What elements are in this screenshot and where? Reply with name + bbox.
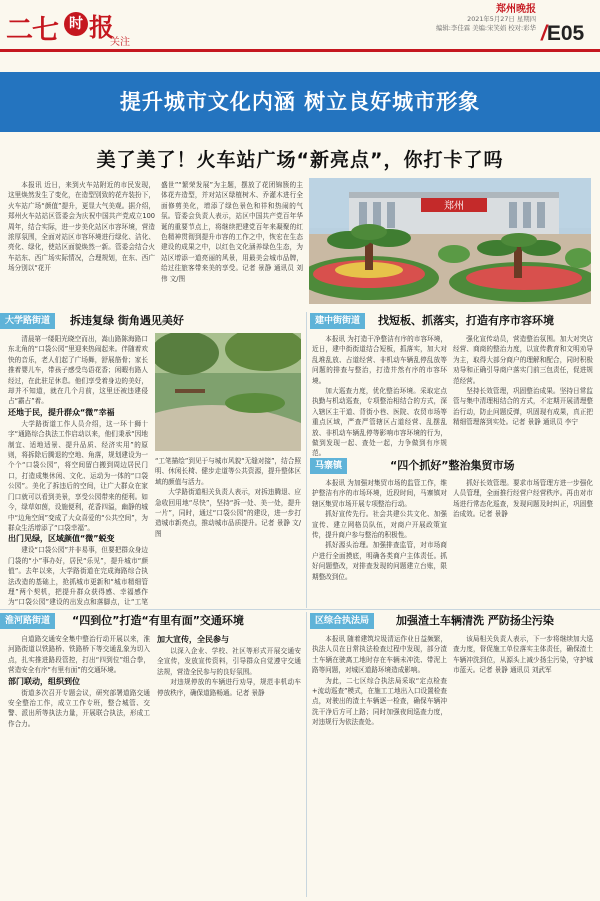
lead-paragraph-1: 本报讯 近日，来到火车站附近的市民发现，这里焕然发生了变化，在造型别致的花卉装扮下，火车站广场“颜值”提升，更显大气美观。据介绍，郑州火车站站区管委会为庆祝中国共产党成立100周年，结合实际，进一步美化站区市容环境，营造浓厚氛围，全面对站区市容环境进行绿化、洁化、亮化、绿化，使站区面貌焕然一新。管委会结合火车站东、西广场实际情况，合理规划，在东、西广场分别以“花开 bbox=[8, 181, 155, 273]
paper-name-part2: 报 bbox=[89, 13, 115, 42]
hhl-intro: 自道路交通安全集中整治行动开展以来，淮河路街道以铁路桥、铁路桥下等交通乱象为切入点，扎实推进路段管控，打出“四到位”组合拳，营造安全有序“有里有面”的交通环境。 bbox=[8, 635, 150, 675]
column-divider-2 bbox=[306, 612, 307, 897]
column-divider bbox=[306, 312, 307, 608]
section-jz-title: 找短板、抓落实，打造有序市容环境 bbox=[378, 314, 554, 327]
lead-text-col1 bbox=[8, 180, 155, 302]
dxl-paragraph-3: 大学路街道相关负责人表示，对拆违腾退、应急收回用地“尽快”，坚持“拆一处、美一处，提升一片”，同时，通过“口袋公园”的建设，进一步打造城市新亮点，推动城市品质提升。记者 景静 文/图 bbox=[155, 488, 301, 538]
lead-paragraph-2: 盛世”“繁荣发展”为主题，摆放了花团锦簇的主体花卉造型，并对站区绿植树木、乔灌木进行全面修剪美化，增添了绿色景色和祥和热闹的气氛。管委会负责人表示，站区中国共产党百年华诞的重要节点上，将继续把建党百年来凝聚的红色精神贯彻到提升市容的工作之中，恢宏在生态建设的成果之中，以红色文化涵养绿色生态，为站区增添一道亮丽的风景，用最美会城市品牌，给过往旅客带来美的享受。记者 景静 通讯员 刘伟 文/图 bbox=[161, 181, 303, 283]
dxl-intro: 清晨第一缕阳光晓空而出，嵩山路陈海路口东北角的“口袋公园”里迎来热闹起来。伴随着欢快的音乐，老人们起了广场舞，舒展筋骨；家长推着婴儿车，带孩子感受鸟语花香；闲暇有路人经过，在此驻足休息。他们享受着身边的美好，却并不知道，就在几个月前，这里还被违建侵占“霸占”着。 bbox=[8, 335, 148, 406]
section-mz-header bbox=[310, 458, 600, 474]
page-number bbox=[541, 22, 584, 46]
section-zhzf-col1 bbox=[312, 634, 447, 894]
jz-paragraph-1: 本报讯 为打造干净整洁有序的市容环境，近日，建中街街道结合短板，抓落实，加大对乱堆乱放、占道经营、非机动车辆乱停乱放等问题的排查与整治，打造井然有序的市容环境。 bbox=[312, 335, 447, 385]
section-dxl-col2 bbox=[155, 456, 301, 606]
dxl-paragraph-1: 大学路街道工作人员介绍，这一环十狮十字“通路综合执法工作启动以来，他们秉承“因地制宜、适地适景、提升品质、经济实用”的原则，将拆除后腾退的空地、角落，规划建设为一个个“口袋公园”，将空间留白搬到周边居民门口，打造成集休闲、文化、运动为一体的“口袋公园”。美化了拆违后的空间，让广大群众在家门口就可以看到美景，享受公园带来的便利。如今，绿草如茵，设施便利，花香四溢，幽静的城中“边角空间”变成了大众喜爱的“公共空间”，为群众生活增添了“口袋幸福”。 bbox=[8, 419, 148, 532]
page-letter: E bbox=[546, 22, 561, 45]
section-zhzf-col2 bbox=[453, 634, 593, 894]
dxl-paragraph-2b: “工笔描绘”到见于与城市风貌“无缝对接”，结合照明、休闲长椅、健步走道等公共资源，提升整体区域的颜值与活力。 bbox=[155, 457, 301, 486]
small-logo: 郑州晚报 bbox=[496, 4, 536, 15]
header-info bbox=[386, 5, 536, 33]
pocket-park-graphic bbox=[155, 333, 301, 451]
section-zhzf-tag: 区综合执法局 bbox=[310, 613, 374, 629]
lead-headline: 美了美了！火车站广场“新亮点”，你打卡了吗 bbox=[96, 149, 504, 171]
page-header bbox=[0, 0, 600, 60]
section-jz-header bbox=[310, 313, 600, 329]
page-num: 05 bbox=[560, 22, 585, 45]
mz-paragraph-2: 抓好宣传先行。社会共建公共文化、加强宣传、建立网格员队伍，对商户开展政策宣传，提升商户参与整治的积极性。 bbox=[312, 510, 447, 540]
section-hhl-tag: 淮河路街道 bbox=[0, 613, 55, 629]
section-hhl-title: “四到位”打造“有里有面”交通环境 bbox=[72, 614, 244, 627]
section-dxl-header bbox=[0, 313, 305, 329]
hhl-subhead-2: 加大宣传，全民参与 bbox=[157, 635, 229, 644]
section-dxl-title: 拆违复绿 街角遇见美好 bbox=[70, 314, 184, 327]
zhzf-paragraph-2: 为此，二七区综合执法局采取“定点检查+流动巡查”模式，在施工工地出入口设置检查点，对驶出的渣土车辆逐一检查，确保车辆冲洗干净后方可上路；同时加强夜间巡查力度，对违规行为依法查处。 bbox=[312, 676, 447, 727]
hhl-paragraph-2: 以深入企业、学校、社区等形式开展交通安全宣传，发放宣传资料，引导群众自觉遵守交通法规，营造全民参与的良好氛围。 bbox=[157, 647, 301, 676]
pocket-park-photo bbox=[155, 333, 301, 451]
dxl-subhead-2: 出门见绿，区域颜值“微”蜕变 bbox=[8, 534, 115, 544]
date-line: 2021年5月27日 星期四 bbox=[467, 15, 536, 23]
header-rule bbox=[0, 49, 600, 52]
section-zhzf-title: 加强渣土车辆清洗 严防扬尘污染 bbox=[396, 614, 554, 627]
jz-paragraph-4: 坚持长效管理，巩固整治成果。坚持日常监管与集中清理相结合的方式，不定期开展清理整治行动，防止问题反弹，巩固现有成果，真正把精细管理落到实处。记者 景静 通讯员 李宁 bbox=[453, 387, 593, 427]
station-plaza-photo bbox=[309, 178, 591, 304]
paper-name-part1: 二七 bbox=[6, 15, 58, 46]
mz-paragraph-1: 本报讯 为加强对集贸市场的监管工作，维护整洁有序的市场环境，近段时间，马寨镇对辖区集贸市场开展专项整治行动。 bbox=[312, 479, 447, 508]
section-dxl-col1 bbox=[8, 334, 148, 606]
hhl-subhead-1: 部门联动，组织到位 bbox=[8, 676, 80, 686]
photo-graphic bbox=[309, 178, 591, 304]
mz-paragraph-4: 抓好长效管理。要求市场管理方进一步强化人员管理，全面推行经营户经营秩序。再由对市场进行常态化巡查，发现问题及时纠正，巩固整治成效。记者 景静 bbox=[453, 479, 593, 519]
section-zhzf-header bbox=[310, 613, 600, 629]
section-hhl-col2 bbox=[157, 634, 301, 894]
zhzf-paragraph-3: 该局相关负责人表示，下一步将继续加大巡查力度，督促施工单位落实主体责任，确保渣土车辆冲洗到位，从源头上减少扬尘污染，守护城市蓝天。记者 景静 通讯员 刘武军 bbox=[453, 635, 593, 675]
column-label: 关注 bbox=[110, 37, 130, 48]
dxl-subhead-1: 还地于民，提升群众“微”幸福 bbox=[8, 407, 115, 417]
section-mz-col2 bbox=[453, 478, 593, 606]
editors-line: 编辑:李佳霖 美编:宋笑娟 校对:彩华 bbox=[436, 24, 536, 32]
page-slash-icon: / bbox=[541, 22, 547, 45]
section-divider bbox=[0, 609, 600, 610]
banner-title: 提升城市文化内涵 树立良好城市形象 bbox=[119, 90, 481, 114]
banner bbox=[0, 72, 600, 132]
dxl-paragraph-2: 建设“口袋公园”并非易事，但要把群众身边门袋的“小”事办好，居民“乐见”，提升城市“颜值”。去年以来，大学路街道在完成海路综合执法改造的基础上，抢抓城市更新和“城市精细管理”两个契机，把提升群众获得感、幸福感作为“口袋公园”建设的出发点和落脚点，让“工笔 bbox=[8, 546, 148, 606]
section-mz-col1 bbox=[312, 478, 447, 606]
mz-paragraph-3: 抓好源头治理。加强排查监管，对市场商户进行全面摸底，明确各类商户主体责任。抓好问题整改，对排查发现的问题建立台账，限期整改到位。 bbox=[312, 541, 447, 581]
section-mz-title: “四个抓好”整治集贸市场 bbox=[390, 459, 515, 472]
section-jz-tag: 建中街街道 bbox=[310, 313, 365, 329]
lead-text-col2 bbox=[161, 180, 303, 302]
hhl-paragraph-1: 街道多次召开专题会议，研究部署道路交通安全整治工作，成立工作专班，整合城管、交警、派出所等执法力量，开展联合执法，形成工作合力。 bbox=[8, 688, 150, 728]
jz-paragraph-2: 加大巡查力度，优化整治环境。采取定点执勤与机动巡查，专项整治相结合的方式，深入辖区主干道、背街小巷、医院、农贸市场等重点区域，严查严管辖区占道经营、乱摆乱放、非机动车辆乱停等影响市容环境的行为，做到发现一起、查处一起，力争做到有序规范。 bbox=[312, 387, 447, 458]
section-dxl-tag: 大学路街道 bbox=[0, 313, 55, 329]
jz-paragraph-3: 强化宣传动员，营造整治氛围。加大对突店经营、商商的整治力度，以宣传教育和文明劝导为主，取得大部分商户的理解和配合，同时积极劝导和正确引导商户落实门前三包责任，促进规范经营。 bbox=[453, 335, 593, 385]
hhl-paragraph-3: 对违规停放的车辆进行劝导，规范非机动车停放秩序，确保道路畅通。记者 景静 bbox=[157, 678, 301, 697]
paper-name-circle: 时 bbox=[64, 12, 88, 36]
section-hhl-col1 bbox=[8, 634, 150, 894]
station-sign-text: 郑州 bbox=[444, 201, 464, 212]
section-mz-tag: 马寨镇 bbox=[310, 458, 347, 474]
zhzf-paragraph-1: 本报讯 随着建筑垃圾清运作业日益频繁，执法人员在日常执法检查过程中发现，部分渣土车辆在驶离工地时存在车辆未冲洗、带泥上路等问题，对城区道路环境造成影响。 bbox=[312, 635, 447, 675]
section-hhl-header bbox=[0, 613, 305, 629]
